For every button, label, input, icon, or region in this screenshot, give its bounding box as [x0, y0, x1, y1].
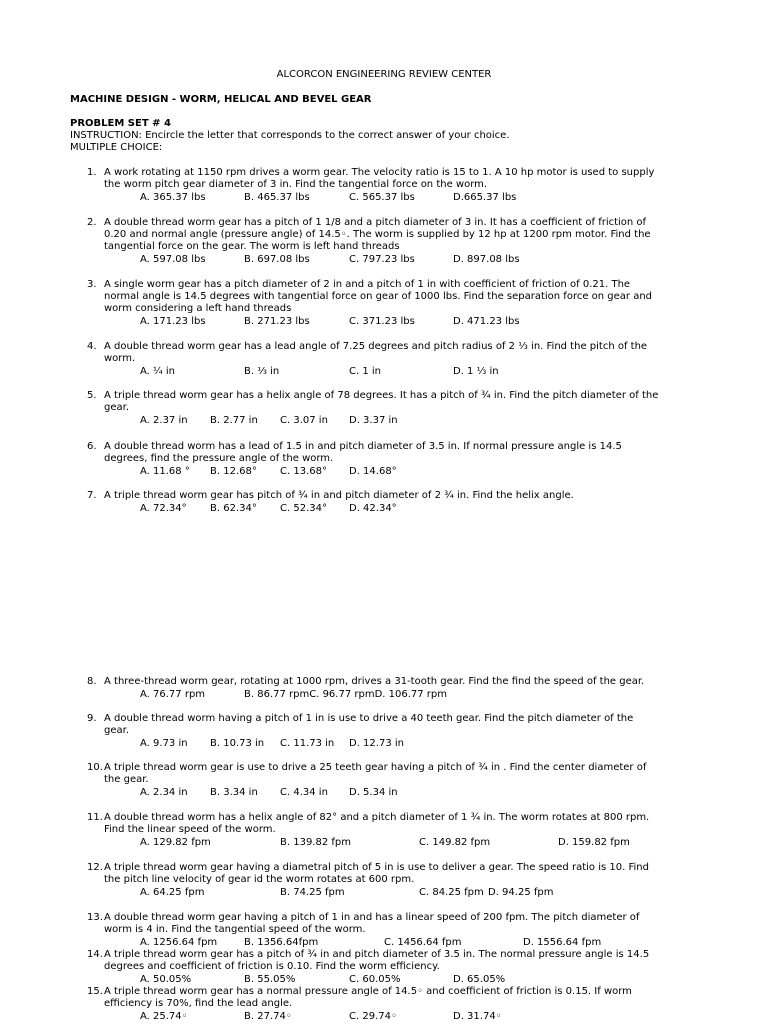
answer-option[interactable]: C. 4.34 in — [280, 787, 328, 798]
answer-option[interactable]: A. 365.37 lbs — [140, 192, 206, 203]
question-text-line: 0.20 and normal angle (pressure angle) of 14.5◦. The worm is supplied by 12 hp at 1200 rpm motor. Find the — [104, 229, 651, 240]
answer-option[interactable]: B. 12.68° — [210, 466, 257, 477]
question-text-line: worm is 4 in. Find the tangential speed of the worm. — [104, 924, 366, 935]
answer-option[interactable]: D. 1556.64 fpm — [523, 937, 602, 948]
question-text — [104, 217, 707, 253]
question-6 — [87, 441, 707, 478]
question-text-line: A double thread worm gear has a lead angle of 7.25 degrees and pitch radius of 2 ⅓ in. Find the pitch of the — [104, 341, 648, 352]
answer-option[interactable]: A. 72.34° — [140, 503, 187, 514]
question-text — [104, 762, 707, 786]
question-number: 3. — [87, 279, 97, 290]
answer-choices — [87, 316, 707, 328]
answer-choices — [87, 689, 707, 701]
answer-option[interactable]: B. 74.25 fpm — [280, 887, 345, 898]
question-text — [104, 949, 707, 973]
answer-option[interactable]: C. 29.74◦ — [349, 1011, 397, 1022]
subject-heading: MACHINE DESIGN - WORM, HELICAL AND BEVEL GEAR — [70, 94, 372, 105]
question-text — [104, 862, 707, 886]
answer-option[interactable]: A. 25.74◦ — [140, 1011, 188, 1022]
question-text-line: Find the linear speed of the worm. — [104, 824, 276, 835]
question-text-line: A three-thread worm gear, rotating at 1000 rpm, drives a 31-tooth gear. Find the find the speed of the gear. — [104, 676, 645, 687]
answer-option[interactable]: A. 9.73 in — [140, 738, 188, 749]
problem-set-heading: PROBLEM SET # 4 — [70, 118, 171, 129]
question-text-line: worm. — [104, 353, 136, 364]
answer-choices — [87, 1011, 707, 1023]
question-number: 7. — [87, 490, 97, 501]
question-text-line: A single worm gear has a pitch diameter of 2 in and a pitch of 1 in with coefficient of friction of 0.21. The — [104, 279, 631, 290]
answer-choices — [87, 887, 707, 899]
answer-option[interactable]: D. 31.74◦ — [453, 1011, 502, 1022]
question-number: 15. — [87, 986, 103, 997]
answer-option[interactable]: A. 76.77 rpm — [140, 689, 206, 700]
answer-option[interactable]: C. 84.25 fpm — [419, 887, 484, 898]
answer-choices — [87, 837, 707, 849]
answer-option[interactable]: C. 1456.64 fpm — [384, 937, 462, 948]
answer-option[interactable]: C. 13.68° — [280, 466, 327, 477]
question-text-line: normal angle is 14.5 degrees with tangential force on gear of 1000 lbs. Find the separation force on gear and — [104, 291, 653, 302]
question-text-line: the pitch line velocity of gear id the worm rotates at 600 rpm. — [104, 874, 415, 885]
question-number: 1. — [87, 167, 97, 178]
question-text-line: gear. — [104, 402, 129, 413]
question-text — [104, 490, 707, 502]
question-number: 14. — [87, 949, 103, 960]
answer-option[interactable]: B. 2.77 in — [210, 415, 258, 426]
question-13 — [87, 912, 707, 949]
answer-option[interactable]: B. 27.74◦ — [244, 1011, 292, 1022]
answer-option[interactable]: A. 64.25 fpm — [140, 887, 205, 898]
question-1 — [87, 167, 707, 204]
answer-option[interactable]: B. 271.23 lbs — [244, 316, 310, 327]
question-4 — [87, 341, 707, 378]
question-9 — [87, 713, 707, 750]
answer-option[interactable]: A. 171.23 lbs — [140, 316, 206, 327]
answer-choices — [87, 974, 707, 986]
answer-option[interactable]: C. 3.07 in — [280, 415, 328, 426]
answer-option[interactable]: B. ⅓ in — [244, 366, 280, 377]
answer-option[interactable]: C. 371.23 lbs — [349, 316, 415, 327]
answer-option[interactable]: D. 94.25 fpm — [488, 887, 554, 898]
question-text — [104, 341, 707, 365]
question-text-line: A triple thread worm gear has a helix angle of 78 degrees. It has a pitch of ¾ in. Find the pitch diameter of the — [104, 390, 659, 401]
question-text-line: A double thread worm gear having a pitch of 1 in and has a linear speed of 200 fpm. The pitch diameter of — [104, 912, 640, 923]
question-text — [104, 912, 707, 936]
answer-option[interactable]: D. 1 ⅓ in — [453, 366, 499, 377]
question-number: 8. — [87, 676, 97, 687]
question-12 — [87, 862, 707, 899]
question-text-line: degrees and coefficient of friction is 0.10. Find the worm efficiency. — [104, 961, 440, 972]
answer-option[interactable]: D. 42.34° — [349, 503, 397, 514]
answer-option[interactable]: C. 60.05% — [349, 974, 401, 985]
instruction-text: INSTRUCTION: Encircle the letter that corresponds to the correct answer of your choice. — [70, 130, 510, 141]
answer-choices — [87, 366, 707, 378]
answer-option[interactable]: B. 1356.64fpm — [244, 937, 319, 948]
answer-option[interactable]: A. 1256.64 fpm — [140, 937, 218, 948]
question-number: 6. — [87, 441, 97, 452]
answer-option[interactable]: B. 86.77 rpmC. 96.77 rpmD. 106.77 rpm — [244, 689, 447, 700]
answer-option[interactable]: D. 3.37 in — [349, 415, 398, 426]
question-10 — [87, 762, 707, 799]
question-text-line: A triple thread worm gear has a pitch of ¾ in and pitch diameter of 3.5 in. The normal pressure angle is 14.5 — [104, 949, 650, 960]
center-title: ALCORCON ENGINEERING REVIEW CENTER — [276, 69, 492, 80]
question-text — [104, 441, 707, 465]
answer-option[interactable]: B. 62.34° — [210, 503, 257, 514]
question-number: 12. — [87, 862, 103, 873]
answer-option[interactable]: B. 10.73 in — [210, 738, 265, 749]
question-number: 13. — [87, 912, 103, 923]
answer-option[interactable]: A. 2.37 in — [140, 415, 188, 426]
answer-option[interactable]: B. 697.08 lbs — [244, 254, 310, 265]
question-text — [104, 676, 707, 688]
question-text — [104, 713, 707, 737]
question-text-line: A work rotating at 1150 rpm drives a worm gear. The velocity ratio is 15 to 1. A 10 hp motor is used to supply — [104, 167, 655, 178]
answer-option[interactable]: D.665.37 lbs — [453, 192, 517, 203]
question-15 — [87, 986, 707, 1023]
question-text-line: the worm pitch gear diameter of 3 in. Find the tangential force on the worm. — [104, 179, 488, 190]
question-text-line: degrees, find the pressure angle of the worm. — [104, 453, 334, 464]
question-text-line: tangential force on the gear. The worm is left hand threads — [104, 241, 400, 252]
question-text — [104, 812, 707, 836]
question-text-line: A double thread worm gear has a pitch of 1 1/8 and a pitch diameter of 3 in. It has a coefficient of friction of — [104, 217, 647, 228]
question-number: 10. — [87, 762, 103, 773]
answer-option[interactable]: C. 52.34° — [280, 503, 327, 514]
question-number: 4. — [87, 341, 97, 352]
question-14 — [87, 949, 707, 986]
question-text-line: A triple thread worm gear is use to drive a 25 teeth gear having a pitch of ¾ in . Find the center diameter of — [104, 762, 647, 773]
question-text-line: efficiency is 70%, find the lead angle. — [104, 998, 293, 1009]
question-text — [104, 167, 707, 191]
question-text — [104, 986, 707, 1010]
question-11 — [87, 812, 707, 849]
question-text-line: worm considering a left hand threads — [104, 303, 292, 314]
answer-option[interactable]: A. 129.82 fpm — [140, 837, 211, 848]
answer-choices — [87, 503, 707, 515]
answer-choices — [87, 254, 707, 266]
question-8 — [87, 676, 707, 701]
question-7 — [87, 490, 707, 515]
answer-option[interactable]: D. 12.73 in — [349, 738, 404, 749]
answer-option[interactable]: D. 471.23 lbs — [453, 316, 520, 327]
answer-option[interactable]: A. 11.68 ° — [140, 466, 190, 477]
answer-choices — [87, 466, 707, 478]
answer-choices — [87, 787, 707, 799]
question-5 — [87, 390, 707, 427]
question-text-line: gear. — [104, 725, 129, 736]
question-number: 2. — [87, 217, 97, 228]
question-text-line: A triple thread worm gear has a normal pressure angle of 14.5◦ and coefficient of friction is 0.15. If worm — [104, 986, 632, 997]
answer-choices — [87, 738, 707, 750]
answer-option[interactable]: B. 55.05% — [244, 974, 296, 985]
answer-option[interactable]: D. 897.08 lbs — [453, 254, 520, 265]
answer-option[interactable]: D. 159.82 fpm — [558, 837, 630, 848]
answer-option[interactable]: D. 65.05% — [453, 974, 506, 985]
answer-option[interactable]: A. 50.05% — [140, 974, 192, 985]
answer-option[interactable]: C. 565.37 lbs — [349, 192, 415, 203]
section-label: MULTIPLE CHOICE: — [70, 142, 163, 153]
answer-option[interactable]: C. 11.73 in — [280, 738, 335, 749]
answer-option[interactable]: C. 149.82 fpm — [419, 837, 491, 848]
answer-option[interactable]: A. 597.08 lbs — [140, 254, 206, 265]
answer-option[interactable]: A. 2.34 in — [140, 787, 188, 798]
question-number: 9. — [87, 713, 97, 724]
question-text-line: A double thread worm has a helix angle of 82° and a pitch diameter of 1 ¾ in. The worm rotates at 800 rpm. — [104, 812, 650, 823]
answer-choices — [87, 415, 707, 427]
question-text-line: the gear. — [104, 774, 149, 785]
question-number: 11. — [87, 812, 103, 823]
answer-option[interactable]: D. 14.68° — [349, 466, 397, 477]
answer-option[interactable]: C. 797.23 lbs — [349, 254, 415, 265]
question-text-line: A triple thread worm gear having a diametral pitch of 5 in is use to deliver a gear. The speed ratio is 10. Find — [104, 862, 649, 873]
question-text — [104, 390, 707, 414]
question-text-line: A triple thread worm gear has pitch of ¾ in and pitch diameter of 2 ¾ in. Find the helix angle. — [104, 490, 574, 501]
question-2 — [87, 217, 707, 266]
question-text — [104, 279, 707, 315]
answer-choices — [87, 192, 707, 204]
answer-option[interactable]: D. 5.34 in — [349, 787, 398, 798]
answer-option[interactable]: B. 3.34 in — [210, 787, 258, 798]
question-text-line: A double thread worm has a lead of 1.5 in and pitch diameter of 3.5 in. If normal pressure angle is 14.5 — [104, 441, 622, 452]
answer-option[interactable]: B. 465.37 lbs — [244, 192, 310, 203]
answer-option[interactable]: B. 139.82 fpm — [280, 837, 351, 848]
question-3 — [87, 279, 707, 328]
answer-option[interactable]: A. ¼ in — [140, 366, 176, 377]
question-text-line: A double thread worm having a pitch of 1 in is use to drive a 40 teeth gear. Find the pitch diameter of the — [104, 713, 634, 724]
question-number: 5. — [87, 390, 97, 401]
answer-choices — [87, 937, 707, 949]
answer-option[interactable]: C. 1 in — [349, 366, 381, 377]
